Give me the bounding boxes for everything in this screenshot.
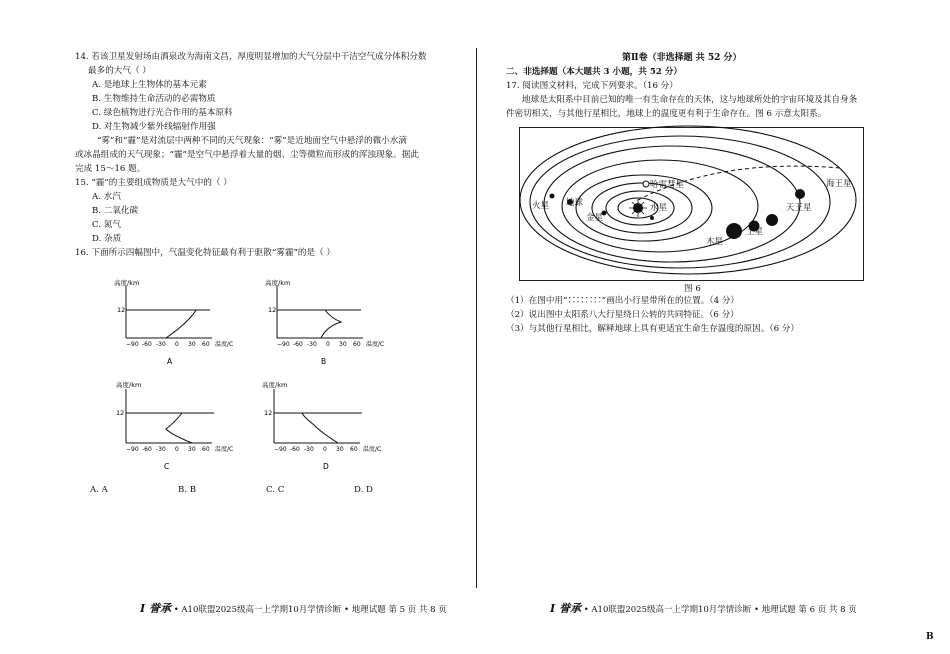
q16-answer-a: A. A [90, 485, 108, 495]
chart-d-label: D [323, 462, 329, 471]
q16-answer-d: D. D [354, 485, 373, 495]
chart-b [255, 276, 405, 368]
label-jupiter: 木星 [706, 237, 724, 247]
chart-c-ylabel: 高度/km [116, 381, 142, 389]
passage-line2: 或冰晶组成的天气现象；“霾”是空气中悬浮着大量的烟、尘等微粒而形成的浑浊现象。据此 [75, 150, 419, 160]
chart-d-ytick: 12 [264, 409, 273, 417]
chart-c-label: C [164, 462, 170, 471]
svg-text:温度/C: 温度/C [215, 341, 234, 348]
label-earth: 地球 [566, 198, 584, 208]
q17-task2: （2）说出图中太阳系八大行星绕日公转的共同特征。（6 分） [506, 310, 739, 320]
q15-stem: 15. “霾”的主要组成物质是大气中的（ ） [75, 178, 232, 188]
q15-option-a: A. 水汽 [92, 192, 121, 202]
svg-text:0: 0 [323, 446, 327, 453]
right-footer [550, 600, 857, 616]
svg-text:-60: -60 [142, 446, 152, 453]
svg-text:30: 30 [339, 341, 347, 348]
label-neptune: 海王星 [826, 179, 852, 189]
chart-a [100, 276, 250, 368]
label-halley: 哈雷彗星 [650, 180, 685, 190]
solar-system-figure [519, 127, 864, 281]
q14-stem-line1: 14. 若该卫星发射场由酒泉改为海南文昌，厚度明显增加的大气分层中干洁空气成分体积分数 [75, 52, 427, 62]
q15-option-d: D. 杂质 [92, 234, 122, 244]
corner-mark: B [926, 632, 934, 642]
svg-text:−90: −90 [277, 341, 290, 348]
q17-task1: （1）在图中用“∷∷∷∷”画出小行星带所在的位置。（4 分） [506, 296, 739, 306]
svg-text:−90: −90 [126, 446, 139, 453]
q14-option-d: D. 对生物减少紫外线辐射作用强 [92, 122, 216, 132]
q17-para1: 地球是太阳系中目前已知的唯一有生命存在的天体，这与地球所处的宇宙环境及其自身条 [522, 95, 858, 105]
svg-text:温度/C: 温度/C [366, 341, 385, 348]
chart-a-ylabel: 高度/km [114, 279, 140, 287]
svg-text:-30: -30 [156, 446, 166, 453]
chart-a-ytick: 12 [117, 306, 126, 314]
q15-option-c: C. 氮气 [92, 220, 121, 230]
footer-logo: I 誉承 [550, 602, 581, 615]
passage-line1: “雾”和“霾”是对流层中两种不同的天气现象：“雾”是近地面空气中悬浮的微小水滴 [97, 136, 407, 146]
q17-para2: 件密切相关，与其他行星相比，地球上的温度更有利于生命存在。图 6 示意太阳系。 [506, 109, 827, 119]
q16-stem: 16. 下面所示四幅图中，气温变化特征最有利于驱散“雾霾”的是（ ） [75, 248, 335, 258]
right-footer-text: • A10联盟2025级高一上学期10月学情诊断 • 地理试题 第 6 页 共 8 页 [583, 605, 857, 615]
figure-caption: 图 6 [684, 284, 701, 294]
svg-text:-30: -30 [304, 446, 314, 453]
chart-b-ytick: 12 [268, 306, 277, 314]
footer-logo: I 誉承 [140, 602, 171, 615]
svg-text:−90: −90 [126, 341, 139, 348]
chart-b-label: B [321, 357, 327, 366]
q14-option-b: B. 生物维持生命活动的必需物质 [92, 94, 216, 104]
section-subtitle: 二、非选择题（本大题共 3 小题，共 52 分） [506, 67, 683, 77]
label-mars: 火星 [532, 201, 550, 211]
chart-b-ylabel: 高度/km [265, 279, 291, 287]
chart-d [260, 381, 410, 473]
svg-text:-60: -60 [290, 446, 300, 453]
left-footer-text: • A10联盟2025级高一上学期10月学情诊断 • 地理试题 第 5 页 共 8 页 [173, 605, 447, 615]
chart-c [116, 381, 276, 473]
label-saturn: 土星 [746, 227, 764, 237]
svg-text:60: 60 [202, 341, 210, 348]
svg-text:30: 30 [336, 446, 344, 453]
svg-text:温度/C: 温度/C [215, 446, 234, 453]
passage-line3: 完成 15～16 题。 [75, 164, 146, 174]
svg-text:0: 0 [175, 446, 179, 453]
q17-task3: （3）与其他行星相比，解释地球上具有更适宜生命生存温度的原因。（6 分） [506, 324, 799, 334]
svg-text:30: 30 [188, 341, 196, 348]
svg-text:0: 0 [326, 341, 330, 348]
svg-text:60: 60 [202, 446, 210, 453]
q14-stem-line2: 最多的大气（ ） [88, 66, 151, 76]
chart-d-ylabel: 高度/km [262, 381, 288, 389]
q15-option-b: B. 二氧化碳 [92, 206, 139, 216]
svg-text:-60: -60 [293, 341, 303, 348]
sun-icon [629, 199, 647, 217]
svg-text:60: 60 [353, 341, 361, 348]
chart-a-label: A [167, 357, 173, 366]
svg-text:-30: -30 [156, 341, 166, 348]
page-divider [476, 48, 477, 588]
q16-answer-b: B. B [178, 485, 197, 495]
svg-text:−90: −90 [274, 446, 287, 453]
left-footer [140, 600, 447, 616]
svg-text:60: 60 [350, 446, 358, 453]
section-title: 第Ⅱ卷（非选择题 共 52 分） [622, 53, 742, 63]
svg-text:温度/C: 温度/C [363, 446, 382, 453]
svg-text:30: 30 [188, 446, 196, 453]
svg-text:0: 0 [175, 341, 179, 348]
q14-option-a: A. 是地球上生物体的基本元素 [92, 80, 207, 90]
label-uranus: 天王星 [786, 203, 812, 213]
q17-stem: 17. 阅读图文材料，完成下列要求。（16 分） [506, 81, 678, 91]
label-venus: 金星 [586, 213, 604, 223]
q14-option-c: C. 绿色植物进行光合作用的基本原料 [92, 108, 233, 118]
svg-text:-60: -60 [142, 341, 152, 348]
chart-c-ytick: 12 [116, 409, 125, 417]
svg-text:-30: -30 [307, 341, 317, 348]
label-mercury: 水星 [650, 203, 668, 213]
q16-answer-c: C. C [266, 485, 285, 495]
